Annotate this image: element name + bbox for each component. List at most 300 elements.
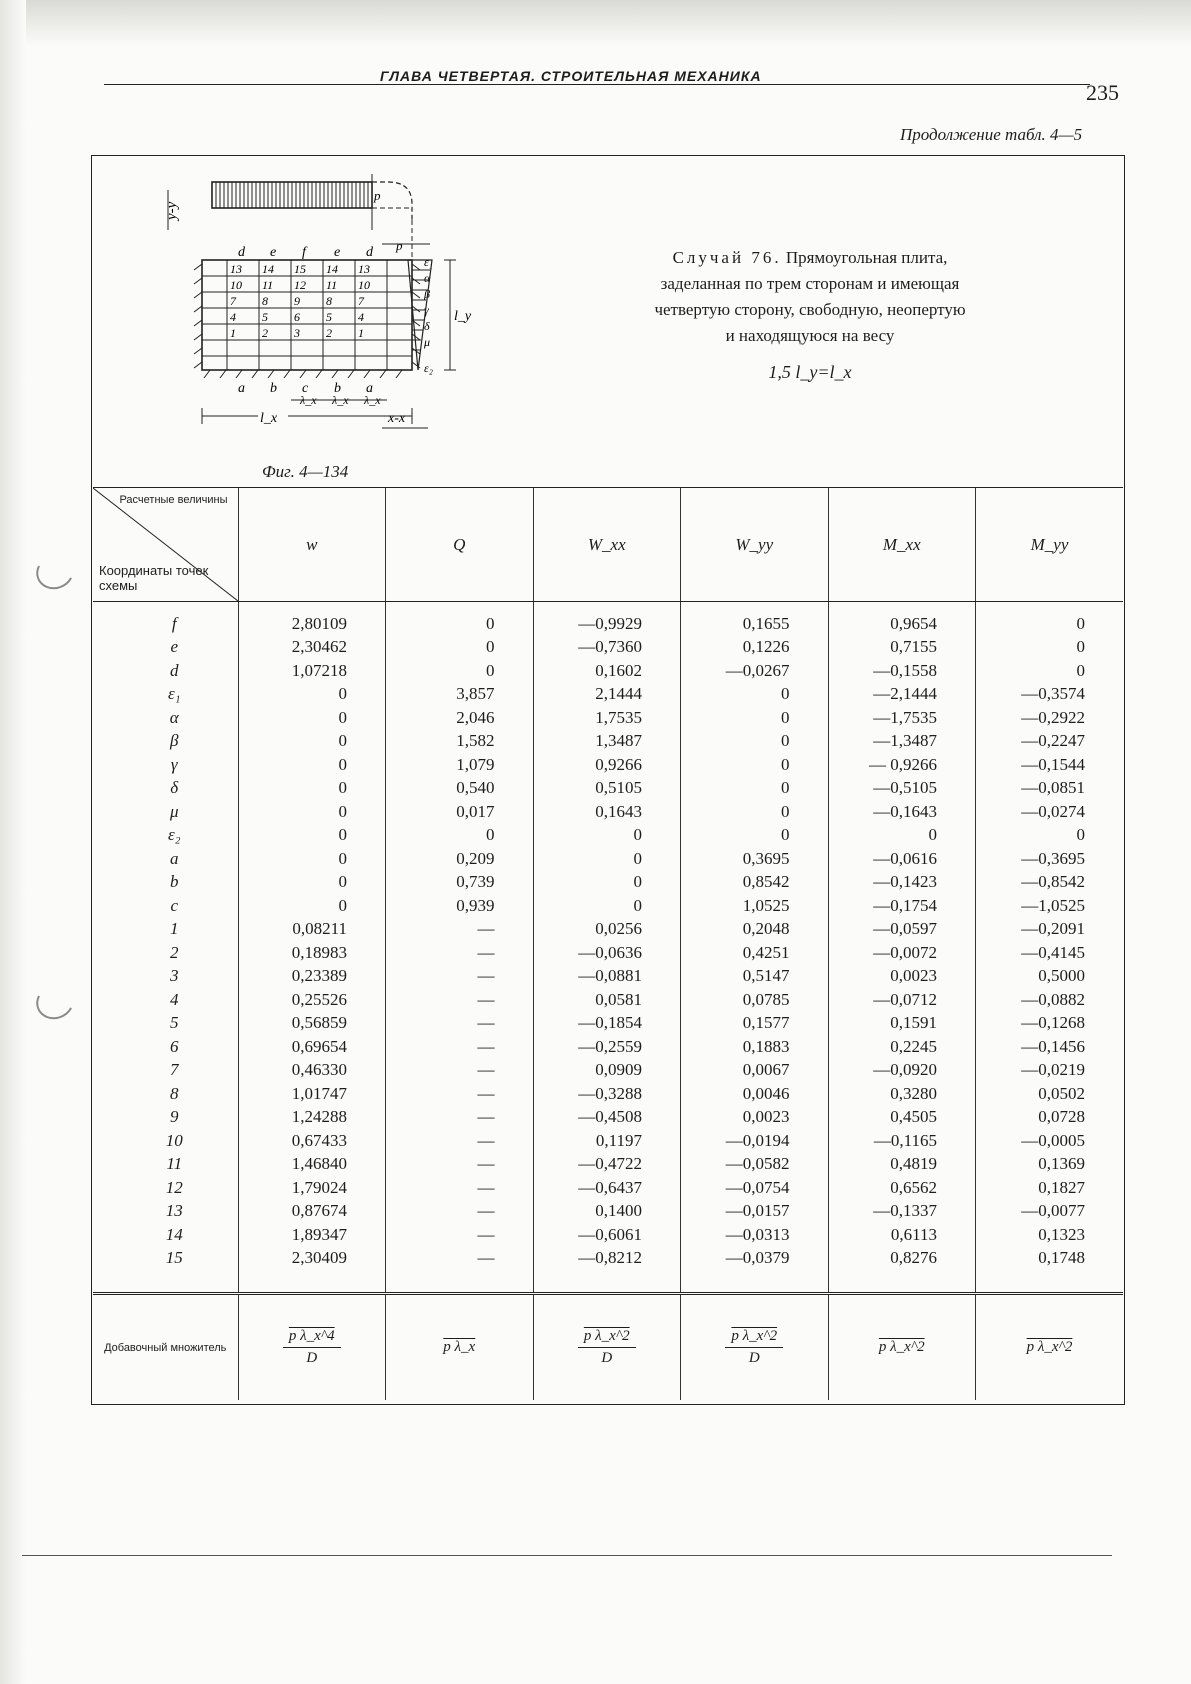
table-cell: 0,87674 (238, 1200, 386, 1224)
table-cell: —0,1558 (828, 659, 976, 683)
table-cell: 0,0502 (976, 1082, 1124, 1106)
table-cell: 0,69654 (238, 1035, 386, 1059)
table-cell: 0,1655 (681, 612, 829, 636)
case-line1: Прямоугольная плита, (785, 248, 948, 267)
scan-shadow-left (0, 0, 26, 1684)
table-row (93, 1106, 1123, 1130)
table-cell: 0,5000 (976, 965, 1124, 989)
axis-x-label: x-x (388, 411, 406, 426)
table-cell: 0,0256 (533, 918, 681, 942)
table-cell: 0,1369 (976, 1153, 1124, 1177)
cell-number: 5 (262, 310, 268, 324)
table-cell: —0,2247 (976, 730, 1124, 754)
load-label-top: p (374, 188, 381, 203)
table-cell: 0,0581 (533, 988, 681, 1012)
punch-hole-lower (31, 980, 78, 1025)
table-cell: 0,2048 (681, 918, 829, 942)
multiplier-numerator: p λ_x^2 (578, 1328, 636, 1348)
table-cell: 0,0909 (533, 1059, 681, 1083)
point-label: 10 (165, 1130, 183, 1150)
table-cell: —0,1165 (828, 1129, 976, 1153)
table-cell: — (386, 988, 534, 1012)
grid-col-labels (238, 245, 374, 260)
table-cell: 1,89347 (238, 1223, 386, 1247)
row-label: α (424, 271, 431, 285)
cell-number: 10 (230, 278, 242, 292)
bottom-label: b (334, 381, 341, 396)
cell-number: 1 (358, 326, 364, 340)
table-cell: — (386, 1247, 534, 1271)
table-cell: 1,46840 (238, 1153, 386, 1177)
table-cell: —0,0194 (681, 1129, 829, 1153)
table-row (93, 636, 1123, 660)
table-cell: 0 (386, 612, 534, 636)
table-cell: 1,0525 (681, 894, 829, 918)
table-cell: 1,3487 (533, 730, 681, 754)
table-cell: — (386, 1200, 534, 1224)
point-label: 1 (170, 919, 179, 939)
column-header: w (238, 488, 386, 602)
table-cell: — (386, 1106, 534, 1130)
table-cell: 0,5105 (533, 777, 681, 801)
column-header: W_xx (533, 488, 681, 602)
point-label: μ (169, 801, 179, 821)
cell-number: 8 (262, 294, 268, 308)
multiplier-label: Добавочный множитель (104, 1341, 227, 1354)
table-cell: 0,4819 (828, 1153, 976, 1177)
table-cell: —1,3487 (828, 730, 976, 754)
cell-number: 13 (358, 262, 370, 276)
table-cell: 0 (681, 683, 829, 707)
table-cell: —0,0157 (681, 1200, 829, 1224)
table-cell: 0,0023 (681, 1106, 829, 1130)
span-x-label: l_x (260, 411, 278, 426)
table-cell: 0,3280 (828, 1082, 976, 1106)
table-cell: 0 (386, 636, 534, 660)
cell-number: 14 (326, 262, 338, 276)
table-cell: 0,6113 (828, 1223, 976, 1247)
table-cell: 0,1226 (681, 636, 829, 660)
table-row (93, 1082, 1123, 1106)
table-cell: —0,6061 (533, 1223, 681, 1247)
table-cell: —0,5105 (828, 777, 976, 801)
point-label: 6 (170, 1036, 179, 1056)
table-cell: 0 (533, 894, 681, 918)
cell-number: 4 (358, 310, 364, 324)
point-label: b (170, 872, 179, 892)
table-cell: — (386, 1176, 534, 1200)
table-cell: —0,3288 (533, 1082, 681, 1106)
col-label: d (366, 245, 373, 260)
table-cell: —0,0754 (681, 1176, 829, 1200)
table-cell: —0,0712 (828, 988, 976, 1012)
table-cell: —0,2091 (976, 918, 1124, 942)
table-cell: —0,0882 (976, 988, 1124, 1012)
table-cell: 0,1197 (533, 1129, 681, 1153)
table-cell: 0,4505 (828, 1106, 976, 1130)
table-row (93, 730, 1123, 754)
table-cell: — (386, 941, 534, 965)
table-cell: — (386, 1129, 534, 1153)
cell-number: 2 (326, 326, 332, 340)
cell-number: 2 (262, 326, 268, 340)
table-body (93, 602, 1123, 1271)
table-cell: 0 (976, 824, 1124, 848)
table-cell: 0,1643 (533, 800, 681, 824)
multiplier-cell (238, 1294, 386, 1401)
table-cell: —0,0851 (976, 777, 1124, 801)
table-row (93, 1012, 1123, 1036)
plate-figure (150, 160, 600, 490)
case-ratio: 1,5 l_y=l_x (768, 362, 852, 382)
col-label: f (302, 245, 306, 260)
column-header: Q (386, 488, 534, 602)
table-cell: —0,2559 (533, 1035, 681, 1059)
column-header: M_xx (828, 488, 976, 602)
table-cell: —0,0582 (681, 1153, 829, 1177)
table-cell: —0,8212 (533, 1247, 681, 1271)
cell-number: 13 (230, 262, 242, 276)
table-cell: 0 (681, 824, 829, 848)
table-cell: 0,3695 (681, 847, 829, 871)
table-cell: 2,30462 (238, 636, 386, 660)
table-cell: — (386, 1153, 534, 1177)
table-cell: 0 (976, 612, 1124, 636)
multiplier-numerator: p λ_x^2 (878, 1339, 925, 1355)
table-cell: —0,8542 (976, 871, 1124, 895)
table-cell: 0,2245 (828, 1035, 976, 1059)
table-cell: — (386, 1035, 534, 1059)
table-cell: —0,0267 (681, 659, 829, 683)
multiplier-numerator: p λ_x^2 (725, 1328, 783, 1348)
column-header: M_yy (976, 488, 1124, 602)
table-cell: 0 (238, 894, 386, 918)
table-row (93, 1247, 1123, 1271)
table-row (93, 683, 1123, 707)
table-row (93, 706, 1123, 730)
table-cell: —0,1854 (533, 1012, 681, 1036)
case-line2: заделанная по трем сторонам и имеющая (660, 274, 960, 293)
table-cell: 0,1577 (681, 1012, 829, 1036)
table-row (93, 1153, 1123, 1177)
table-cell: —0,1423 (828, 871, 976, 895)
table-cell: 0,0046 (681, 1082, 829, 1106)
table-cell: 0,0067 (681, 1059, 829, 1083)
table-row (93, 988, 1123, 1012)
table-cell: 0 (238, 800, 386, 824)
grid-cell-numbers (230, 262, 370, 340)
table-cell: —0,3695 (976, 847, 1124, 871)
table-cell: 0 (533, 824, 681, 848)
cell-number: 15 (294, 262, 306, 276)
cell-number: 7 (358, 294, 364, 308)
table-cell: 0,1323 (976, 1223, 1124, 1247)
cell-number: 4 (230, 310, 236, 324)
table-row (93, 918, 1123, 942)
table-cell: — 0,9266 (828, 753, 976, 777)
table-cell: —0,0219 (976, 1059, 1124, 1083)
load-label-right: p (396, 238, 403, 253)
table-cell: 0,4251 (681, 941, 829, 965)
cell-number: 11 (326, 278, 338, 292)
table-row (93, 1176, 1123, 1200)
cell-number: 11 (262, 278, 274, 292)
table-cell: —0,7360 (533, 636, 681, 660)
table-cell: 0 (828, 824, 976, 848)
table-cell: 1,24288 (238, 1106, 386, 1130)
table-row (93, 824, 1123, 848)
point-label: 7 (170, 1060, 179, 1080)
point-label: f (171, 613, 177, 633)
multiplier-denominator: D (306, 1350, 318, 1366)
table-cell: 1,01747 (238, 1082, 386, 1106)
table-cell: 1,079 (386, 753, 534, 777)
table-cell: 2,80109 (238, 612, 386, 636)
table-cell: 0 (386, 659, 534, 683)
multiplier-numerator: p λ_x (443, 1339, 476, 1355)
table-cell: —0,9929 (533, 612, 681, 636)
table-cell: 0 (681, 706, 829, 730)
spacing-label: λ_x (300, 393, 317, 407)
point-label: δ (170, 778, 179, 798)
table-cell: 0,1748 (976, 1247, 1124, 1271)
table-cell: —0,2922 (976, 706, 1124, 730)
table-cell: —0,0274 (976, 800, 1124, 824)
table-cell: 2,1444 (533, 683, 681, 707)
table-cell: —1,7535 (828, 706, 976, 730)
table-cell: 1,7535 (533, 706, 681, 730)
table-row (93, 753, 1123, 777)
cell-number: 8 (326, 294, 332, 308)
spacing-label: λ_x (332, 393, 349, 407)
multiplier-cell (681, 1294, 829, 1401)
table-cell: — (386, 1223, 534, 1247)
table-header-row (93, 488, 1123, 602)
case-description (595, 245, 1025, 349)
top-load-hatch (216, 182, 368, 208)
table-cell: — (386, 918, 534, 942)
table-cell: 0 (681, 800, 829, 824)
cell-number: 3 (294, 326, 300, 340)
table-cell: 2,046 (386, 706, 534, 730)
table-row (93, 941, 1123, 965)
multiplier-denominator: D (748, 1350, 760, 1366)
table-cell: 0,23389 (238, 965, 386, 989)
table-cell: 0,67433 (238, 1129, 386, 1153)
table-cell: —0,0077 (976, 1200, 1124, 1224)
table-row (93, 1200, 1123, 1224)
table-cell: 0,939 (386, 894, 534, 918)
table-cell: 0 (976, 636, 1124, 660)
table-cell: —0,0005 (976, 1129, 1124, 1153)
table-cell: 0,017 (386, 800, 534, 824)
table-cell: 0,1591 (828, 1012, 976, 1036)
point-label: 4 (170, 989, 179, 1009)
table-cell: 0 (533, 871, 681, 895)
point-label: 2 (170, 942, 179, 962)
table-cell: —0,4722 (533, 1153, 681, 1177)
table-cell: 0 (238, 706, 386, 730)
cell-number: 10 (358, 278, 370, 292)
table-cell: —0,0072 (828, 941, 976, 965)
page-bottom-rule (22, 1555, 1112, 1556)
table-cell: —0,1544 (976, 753, 1124, 777)
corner-cell (93, 488, 238, 602)
table-cell: 0,0023 (828, 965, 976, 989)
table-cell: —0,3574 (976, 683, 1124, 707)
table-cell: 0,739 (386, 871, 534, 895)
point-label: d (170, 660, 179, 680)
multiplier-cell (386, 1294, 534, 1401)
figure-caption: Фиг. 4—134 (262, 462, 349, 481)
table-cell: —0,0636 (533, 941, 681, 965)
table-cell: —0,6437 (533, 1176, 681, 1200)
table-cell: 0,08211 (238, 918, 386, 942)
table-cell: 0 (681, 753, 829, 777)
point-label: 9 (170, 1107, 179, 1127)
running-head: ГЛАВА ЧЕТВЕРТАЯ. СТРОИТЕЛЬНАЯ МЕХАНИКА (380, 68, 762, 84)
table-cell: 0,0785 (681, 988, 829, 1012)
row-label: γ (424, 303, 429, 317)
table-cell: 0 (238, 847, 386, 871)
table-cell: 0,18983 (238, 941, 386, 965)
table-cell: 0 (238, 777, 386, 801)
table-cell: —0,0616 (828, 847, 976, 871)
col-label: e (270, 245, 277, 260)
plate-diagram (150, 160, 600, 460)
point-label: 8 (170, 1083, 179, 1103)
table-cell: 0,540 (386, 777, 534, 801)
table-cell: 0 (238, 683, 386, 707)
table-cell: —0,0379 (681, 1247, 829, 1271)
table-cell: 0,56859 (238, 1012, 386, 1036)
col-label: d (238, 245, 245, 260)
cell-number: 5 (326, 310, 332, 324)
table-cell: —1,0525 (976, 894, 1124, 918)
table-cell: —0,4508 (533, 1106, 681, 1130)
punch-hole-upper (31, 550, 78, 595)
table-cell: 1,582 (386, 730, 534, 754)
cell-number: 1 (230, 326, 236, 340)
table-cell: —0,1643 (828, 800, 976, 824)
point-label: 12 (165, 1177, 183, 1197)
header-rule (104, 84, 1090, 85)
point-label: β (170, 731, 179, 751)
case-line3: четвертую сторону, свободную, неопертую (654, 300, 966, 319)
point-label: 14 (165, 1224, 183, 1244)
table-cell: 0 (238, 824, 386, 848)
point-label: c (170, 895, 179, 915)
table-row (93, 1223, 1123, 1247)
table-cell: — (386, 1059, 534, 1083)
table-cell: 0,1827 (976, 1176, 1124, 1200)
corner-top-label: Расчетные величины (119, 494, 228, 506)
table-cell: 0 (238, 871, 386, 895)
table-cell: — (386, 1082, 534, 1106)
table-cell: —0,0597 (828, 918, 976, 942)
span-y-label: l_y (454, 309, 472, 324)
point-label: 15 (165, 1248, 183, 1268)
column-header: W_yy (681, 488, 829, 602)
point-label: α (169, 707, 179, 727)
table-row (93, 1035, 1123, 1059)
table-cell: 0,6562 (828, 1176, 976, 1200)
table-cell: —0,1754 (828, 894, 976, 918)
table-cell: —0,1268 (976, 1012, 1124, 1036)
multiplier-cell (533, 1294, 681, 1401)
table-cell: 0 (238, 753, 386, 777)
bottom-label: a (238, 381, 245, 396)
page-number: 235 (1086, 80, 1119, 105)
table-cell: — (386, 1012, 534, 1036)
table-cell: —0,0881 (533, 965, 681, 989)
table-row (93, 894, 1123, 918)
cell-number: 7 (230, 294, 236, 308)
table-cell: 0,1602 (533, 659, 681, 683)
axis-y-label: y-y (164, 201, 180, 220)
point-label: e (170, 637, 179, 657)
case-number: Случай 76. (672, 248, 782, 267)
table-cell: 0,1883 (681, 1035, 829, 1059)
point-label: 5 (170, 1013, 179, 1033)
table-row (93, 965, 1123, 989)
table-cell: —0,1337 (828, 1200, 976, 1224)
multiplier-cell (976, 1294, 1124, 1401)
point-label: a (170, 848, 179, 868)
row-label: δ (424, 319, 430, 333)
table-cell: 0,8276 (828, 1247, 976, 1271)
point-label: 13 (165, 1201, 183, 1221)
bottom-label: c (302, 381, 309, 396)
table-cell: 1,07218 (238, 659, 386, 683)
table-cell: 0,9266 (533, 753, 681, 777)
point-label: ε₁ (167, 684, 181, 704)
table-cell: 0 (533, 847, 681, 871)
table-cell: 0 (976, 659, 1124, 683)
multiplier-numerator: p λ_x^2 (1026, 1339, 1073, 1355)
scan-shadow-top (0, 0, 1191, 46)
bottom-label: b (270, 381, 277, 396)
point-label: 11 (166, 1154, 183, 1174)
table-cell: —2,1444 (828, 683, 976, 707)
table-cell: —0,0920 (828, 1059, 976, 1083)
table-cell: 0,1400 (533, 1200, 681, 1224)
row-label: ε₁ (424, 255, 433, 269)
table-row (93, 800, 1123, 824)
point-label: ε₂ (167, 825, 181, 845)
table-cell: 0,25526 (238, 988, 386, 1012)
cell-number: 12 (294, 278, 306, 292)
multiplier-numerator: p λ_x^4 (283, 1328, 341, 1348)
case-line4: и находящуюся на весу (725, 326, 895, 345)
cell-number: 14 (262, 262, 274, 276)
table-row (93, 659, 1123, 683)
coefficient-table (93, 487, 1123, 1400)
table-cell: 3,857 (386, 683, 534, 707)
table-cell: 0,46330 (238, 1059, 386, 1083)
table-cell: —0,1456 (976, 1035, 1124, 1059)
table-cell: 0,8542 (681, 871, 829, 895)
row-label: β (424, 287, 430, 301)
table-cell: 0 (681, 730, 829, 754)
table-cell: 1,79024 (238, 1176, 386, 1200)
cell-number: 9 (294, 294, 300, 308)
row-label: ε₂ (424, 361, 433, 375)
table-row (93, 1129, 1123, 1153)
cell-number: 6 (294, 310, 300, 324)
table-cell: 2,30409 (238, 1247, 386, 1271)
table-row (93, 777, 1123, 801)
